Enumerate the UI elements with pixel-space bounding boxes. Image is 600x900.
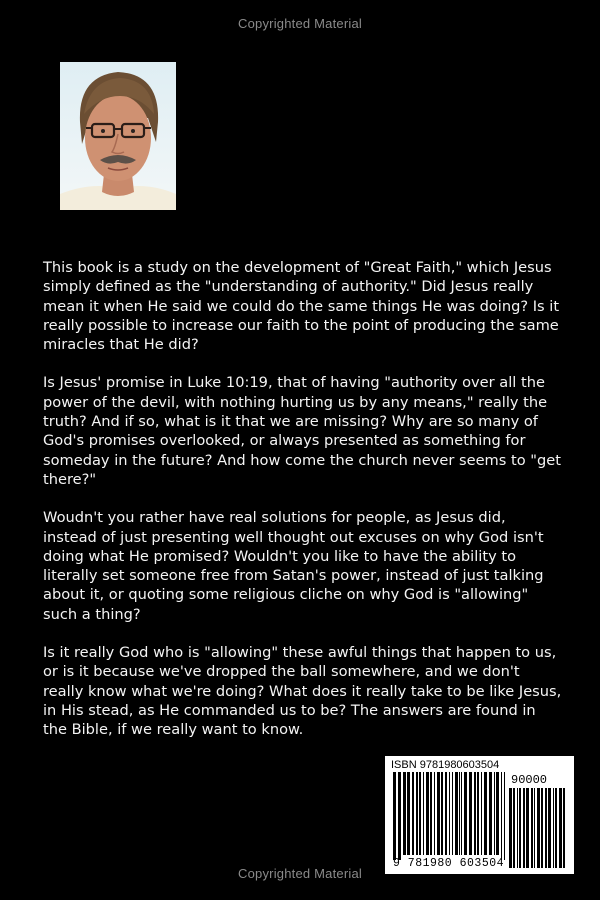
back-cover-blurb bbox=[43, 258, 563, 759]
author-photo bbox=[60, 62, 176, 210]
price-code: 90000 bbox=[511, 773, 548, 787]
copyright-watermark-top: Copyrighted Material bbox=[238, 16, 362, 31]
barcode-digits: 9 781980 603504 bbox=[393, 857, 505, 870]
blurb-paragraph: Woudn't you rather have real solutions for people, as Jesus did, instead of just presenting well thought out excuses on why God isn't doing what He promised? Wouldn't you like to have the ability to literally set someone free from Satan's power, instead of just talking about it, or quoting some religious cliche on why God is "allowing" such a thing? bbox=[43, 509, 544, 623]
author-portrait-icon bbox=[60, 62, 176, 210]
blurb-paragraph: Is it really God who is "allowing" these awful things that happen to us, or is it because we've dropped the ball somewhere, and we don't really know what we're doing? What does it really take to be like Jesus, in His stead, as He commanded us to be? The answers are found in the Bible, if we really want to know. bbox=[43, 644, 562, 739]
copyright-watermark-bottom: Copyrighted Material bbox=[238, 866, 362, 881]
blurb-paragraph: Is Jesus' promise in Luke 10:19, that of having "authority over all the power of the devil, with nothing hurting us by any means," really the truth? And if so, what is it that we are missing? Why are so many of God's promises overlooked, or always presented as something for someday in the future? And how come the church never seems to "get there?" bbox=[43, 374, 561, 488]
blurb-paragraph: This book is a study on the development of "Great Faith," which Jesus simply defined as the "understanding of authority." Did Jesus really mean it when He said we could do the same things He was doing? Is it really possible to increase our faith to the point of producing the same miracles that He did? bbox=[43, 259, 560, 354]
isbn-barcode bbox=[385, 756, 574, 874]
isbn-label: ISBN 9781980603504 bbox=[391, 759, 500, 771]
